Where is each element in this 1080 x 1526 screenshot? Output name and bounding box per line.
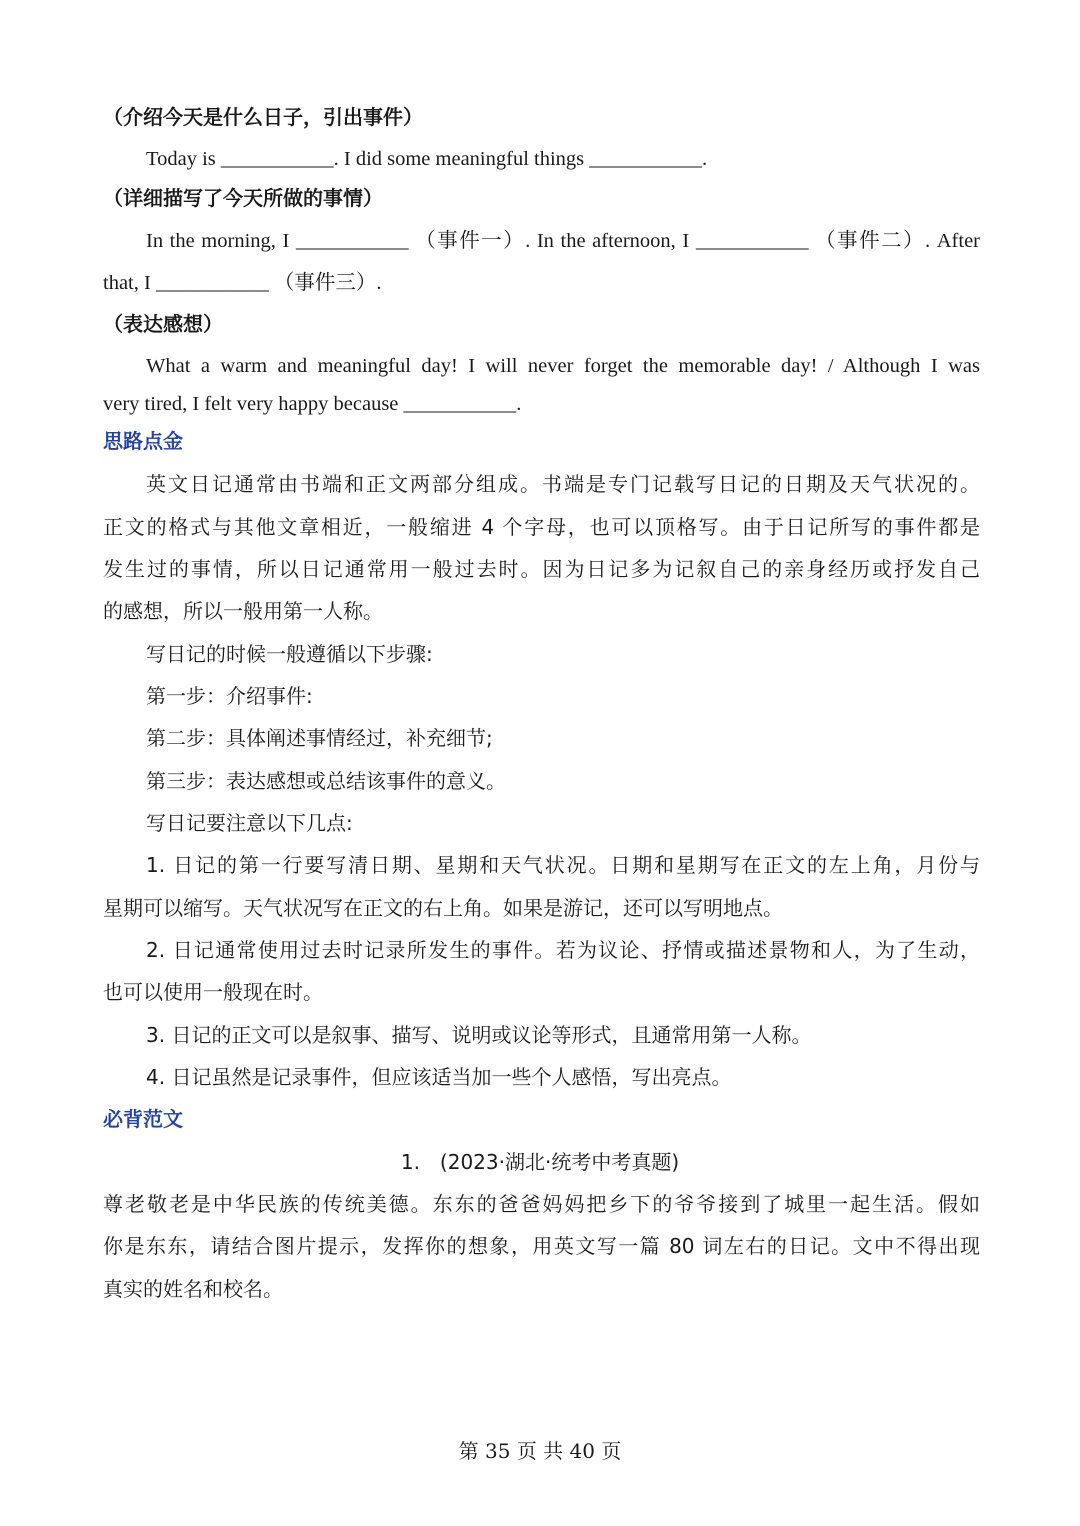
tips-paragraph-line: 英文日记通常由书端和正文两部分组成。书端是专门记载写日记的日期及天气状况的。 [146,472,980,496]
tips-paragraph-line: 的感想，所以一般用第一人称。 [103,599,383,623]
notes-intro: 写日记要注意以下几点: [146,811,353,835]
page-number: 第 35 页 共 40 页 [458,1439,622,1463]
note-2-line-1: 2. 日记通常使用过去时记录所发生的事件。若为议论、抒情或描述景物和人，为了生动， [146,938,980,962]
tips-paragraph-line: 发生过的事情，所以日记通常用一般过去时。因为日记多为记叙自己的亲身经历或抒发自己 [103,557,980,581]
template-heading-feelings: （表达感想） [103,312,223,336]
template-line-intro: Today is ___________. I did some meaningful things ___________. [146,148,708,170]
steps-intro: 写日记的时候一般遵循以下步骤: [146,642,433,666]
step-3: 第三步：表达感想或总结该事件的意义。 [146,769,506,793]
template-line-details-2: that, I ___________ （事件三）. [103,272,382,294]
section-title-model-essay: 必背范文 [103,1107,183,1131]
question-line: 真实的姓名和校名。 [103,1277,283,1301]
note-3: 3. 日记的正文可以是叙事、描写、说明或议论等形式，且通常用第一人称。 [146,1023,812,1047]
note-1-line-2: 星期可以缩写。天气状况写在正文的右上角。如果是游记，还可以写明地点。 [103,896,783,920]
question-title: 1. (2023·湖北·统考中考真题) [400,1150,680,1174]
question-line: 你是东东，请结合图片提示，发挥你的想象，用英文写一篇 80 词左右的日记。文中不得出现 [103,1234,980,1258]
tips-paragraph-line: 正文的格式与其他文章相近，一般缩进 4 个字母，也可以顶格写。由于日记所写的事件都是 [103,515,980,539]
note-4: 4. 日记虽然是记录事件，但应该适当加一些个人感悟，写出亮点。 [146,1065,732,1089]
step-2: 第二步：具体阐述事情经过，补充细节; [146,726,493,750]
section-title-tips: 思路点金 [103,429,183,453]
template-line-feelings-1: What a warm and meaningful day! I will never forget the memorable day! / Although I was [146,355,980,377]
template-heading-details: （详细描写了今天所做的事情） [103,186,383,210]
note-1-line-1: 1. 日记的第一行要写清日期、星期和天气状况。日期和星期写在正文的左上角，月份与 [146,853,980,877]
step-1: 第一步：介绍事件: [146,684,313,708]
template-line-feelings-2: very tired, I felt very happy because ___________. [103,393,522,415]
template-line-details-1: In the morning, I ___________ （事件一）. In the afternoon, I ___________ （事件二）. After [146,230,980,252]
note-2-line-2: 也可以使用一般现在时。 [103,980,323,1004]
template-heading-intro: （介绍今天是什么日子，引出事件） [103,105,423,129]
question-line: 尊老敬老是中华民族的传统美德。东东的爸爸妈妈把乡下的爷爷接到了城里一起生活。假如 [103,1192,980,1216]
